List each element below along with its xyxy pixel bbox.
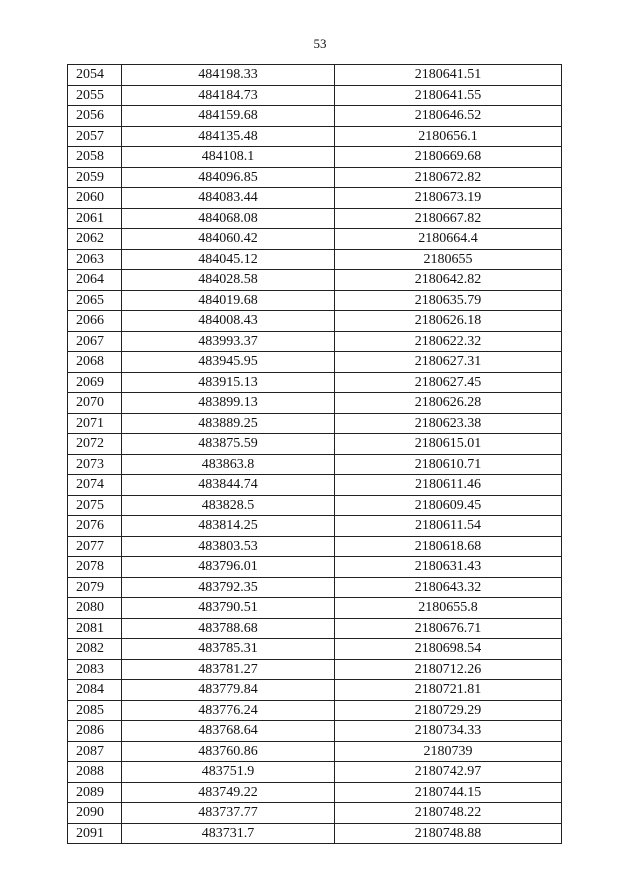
table-row	[68, 495, 562, 516]
y-coordinate-cell: 2180667.82	[335, 208, 562, 229]
point-id-cell: 2089	[68, 782, 122, 803]
point-id-cell: 2074	[68, 475, 122, 496]
table-row	[68, 126, 562, 147]
table-row	[68, 372, 562, 393]
x-coordinate-cell: 483796.01	[122, 557, 335, 578]
table-row	[68, 639, 562, 660]
x-coordinate-cell: 483737.77	[122, 803, 335, 824]
y-coordinate-cell: 2180641.51	[335, 65, 562, 86]
x-coordinate-cell: 483790.51	[122, 598, 335, 619]
x-coordinate-cell: 484008.43	[122, 311, 335, 332]
y-coordinate-cell: 2180655.8	[335, 598, 562, 619]
table-row	[68, 311, 562, 332]
table-row	[68, 680, 562, 701]
point-id-cell: 2077	[68, 536, 122, 557]
x-coordinate-cell: 483731.7	[122, 823, 335, 844]
x-coordinate-cell: 484135.48	[122, 126, 335, 147]
table-row	[68, 700, 562, 721]
x-coordinate-cell: 483889.25	[122, 413, 335, 434]
table-row	[68, 659, 562, 680]
point-id-cell: 2070	[68, 393, 122, 414]
y-coordinate-cell: 2180611.46	[335, 475, 562, 496]
x-coordinate-cell: 483803.53	[122, 536, 335, 557]
y-coordinate-cell: 2180611.54	[335, 516, 562, 537]
table-row	[68, 106, 562, 127]
table-row	[68, 536, 562, 557]
y-coordinate-cell: 2180656.1	[335, 126, 562, 147]
x-coordinate-cell: 483768.64	[122, 721, 335, 742]
table-row	[68, 352, 562, 373]
point-id-cell: 2084	[68, 680, 122, 701]
table-row	[68, 598, 562, 619]
table-row	[68, 454, 562, 475]
table-row	[68, 167, 562, 188]
y-coordinate-cell: 2180623.38	[335, 413, 562, 434]
table-row	[68, 147, 562, 168]
x-coordinate-cell: 484108.1	[122, 147, 335, 168]
x-coordinate-cell: 484060.42	[122, 229, 335, 250]
y-coordinate-cell: 2180610.71	[335, 454, 562, 475]
point-id-cell: 2055	[68, 85, 122, 106]
y-coordinate-cell: 2180627.45	[335, 372, 562, 393]
x-coordinate-cell: 483751.9	[122, 762, 335, 783]
point-id-cell: 2054	[68, 65, 122, 86]
x-coordinate-cell: 483899.13	[122, 393, 335, 414]
x-coordinate-cell: 484159.68	[122, 106, 335, 127]
table-row	[68, 290, 562, 311]
point-id-cell: 2061	[68, 208, 122, 229]
point-id-cell: 2090	[68, 803, 122, 824]
x-coordinate-cell: 483863.8	[122, 454, 335, 475]
point-id-cell: 2076	[68, 516, 122, 537]
x-coordinate-cell: 483915.13	[122, 372, 335, 393]
coordinate-table-body	[68, 65, 562, 844]
y-coordinate-cell: 2180615.01	[335, 434, 562, 455]
point-id-cell: 2067	[68, 331, 122, 352]
y-coordinate-cell: 2180669.68	[335, 147, 562, 168]
table-row	[68, 331, 562, 352]
table-row	[68, 208, 562, 229]
x-coordinate-cell: 484198.33	[122, 65, 335, 86]
y-coordinate-cell: 2180739	[335, 741, 562, 762]
x-coordinate-cell: 484184.73	[122, 85, 335, 106]
x-coordinate-cell: 484028.58	[122, 270, 335, 291]
point-id-cell: 2058	[68, 147, 122, 168]
y-coordinate-cell: 2180631.43	[335, 557, 562, 578]
point-id-cell: 2065	[68, 290, 122, 311]
x-coordinate-cell: 483781.27	[122, 659, 335, 680]
point-id-cell: 2078	[68, 557, 122, 578]
y-coordinate-cell: 2180748.88	[335, 823, 562, 844]
x-coordinate-cell: 483749.22	[122, 782, 335, 803]
x-coordinate-cell: 483785.31	[122, 639, 335, 660]
point-id-cell: 2085	[68, 700, 122, 721]
y-coordinate-cell: 2180673.19	[335, 188, 562, 209]
y-coordinate-cell: 2180635.79	[335, 290, 562, 311]
y-coordinate-cell: 2180642.82	[335, 270, 562, 291]
table-row	[68, 249, 562, 270]
x-coordinate-cell: 484068.08	[122, 208, 335, 229]
y-coordinate-cell: 2180664.4	[335, 229, 562, 250]
table-row	[68, 741, 562, 762]
point-id-cell: 2088	[68, 762, 122, 783]
point-id-cell: 2079	[68, 577, 122, 598]
y-coordinate-cell: 2180712.26	[335, 659, 562, 680]
table-row	[68, 782, 562, 803]
table-row	[68, 618, 562, 639]
x-coordinate-cell: 483792.35	[122, 577, 335, 598]
x-coordinate-cell: 483844.74	[122, 475, 335, 496]
x-coordinate-cell: 483776.24	[122, 700, 335, 721]
y-coordinate-cell: 2180734.33	[335, 721, 562, 742]
y-coordinate-cell: 2180744.15	[335, 782, 562, 803]
y-coordinate-cell: 2180672.82	[335, 167, 562, 188]
point-id-cell: 2056	[68, 106, 122, 127]
y-coordinate-cell: 2180646.52	[335, 106, 562, 127]
point-id-cell: 2073	[68, 454, 122, 475]
x-coordinate-cell: 484045.12	[122, 249, 335, 270]
table-row	[68, 270, 562, 291]
table-row	[68, 188, 562, 209]
table-row	[68, 803, 562, 824]
table-row	[68, 577, 562, 598]
x-coordinate-cell: 483760.86	[122, 741, 335, 762]
table-row	[68, 475, 562, 496]
point-id-cell: 2068	[68, 352, 122, 373]
y-coordinate-cell: 2180627.31	[335, 352, 562, 373]
point-id-cell: 2081	[68, 618, 122, 639]
x-coordinate-cell: 483814.25	[122, 516, 335, 537]
table-row	[68, 762, 562, 783]
page-number: 53	[313, 36, 327, 51]
x-coordinate-cell: 484083.44	[122, 188, 335, 209]
y-coordinate-cell: 2180609.45	[335, 495, 562, 516]
point-id-cell: 2086	[68, 721, 122, 742]
y-coordinate-cell: 2180626.28	[335, 393, 562, 414]
point-id-cell: 2064	[68, 270, 122, 291]
point-id-cell: 2072	[68, 434, 122, 455]
x-coordinate-cell: 483828.5	[122, 495, 335, 516]
table-row	[68, 557, 562, 578]
point-id-cell: 2062	[68, 229, 122, 250]
table-row	[68, 85, 562, 106]
y-coordinate-cell: 2180742.97	[335, 762, 562, 783]
y-coordinate-cell: 2180643.32	[335, 577, 562, 598]
point-id-cell: 2057	[68, 126, 122, 147]
point-id-cell: 2083	[68, 659, 122, 680]
x-coordinate-cell: 483945.95	[122, 352, 335, 373]
point-id-cell: 2060	[68, 188, 122, 209]
point-id-cell: 2087	[68, 741, 122, 762]
y-coordinate-cell: 2180729.29	[335, 700, 562, 721]
point-id-cell: 2082	[68, 639, 122, 660]
table-row	[68, 393, 562, 414]
point-id-cell: 2059	[68, 167, 122, 188]
table-row	[68, 823, 562, 844]
x-coordinate-cell: 483779.84	[122, 680, 335, 701]
point-id-cell: 2091	[68, 823, 122, 844]
table-row	[68, 721, 562, 742]
table-row	[68, 65, 562, 86]
y-coordinate-cell: 2180622.32	[335, 331, 562, 352]
x-coordinate-cell: 484019.68	[122, 290, 335, 311]
point-id-cell: 2075	[68, 495, 122, 516]
table-row	[68, 434, 562, 455]
y-coordinate-cell: 2180721.81	[335, 680, 562, 701]
table-row	[68, 229, 562, 250]
point-id-cell: 2066	[68, 311, 122, 332]
y-coordinate-cell: 2180676.71	[335, 618, 562, 639]
y-coordinate-cell: 2180655	[335, 249, 562, 270]
y-coordinate-cell: 2180626.18	[335, 311, 562, 332]
y-coordinate-cell: 2180618.68	[335, 536, 562, 557]
table-row	[68, 413, 562, 434]
x-coordinate-cell: 483788.68	[122, 618, 335, 639]
point-id-cell: 2071	[68, 413, 122, 434]
y-coordinate-cell: 2180748.22	[335, 803, 562, 824]
point-id-cell: 2063	[68, 249, 122, 270]
point-id-cell: 2069	[68, 372, 122, 393]
y-coordinate-cell: 2180641.55	[335, 85, 562, 106]
y-coordinate-cell: 2180698.54	[335, 639, 562, 660]
x-coordinate-cell: 483993.37	[122, 331, 335, 352]
x-coordinate-cell: 483875.59	[122, 434, 335, 455]
coordinate-table	[67, 64, 562, 844]
table-row	[68, 516, 562, 537]
point-id-cell: 2080	[68, 598, 122, 619]
x-coordinate-cell: 484096.85	[122, 167, 335, 188]
